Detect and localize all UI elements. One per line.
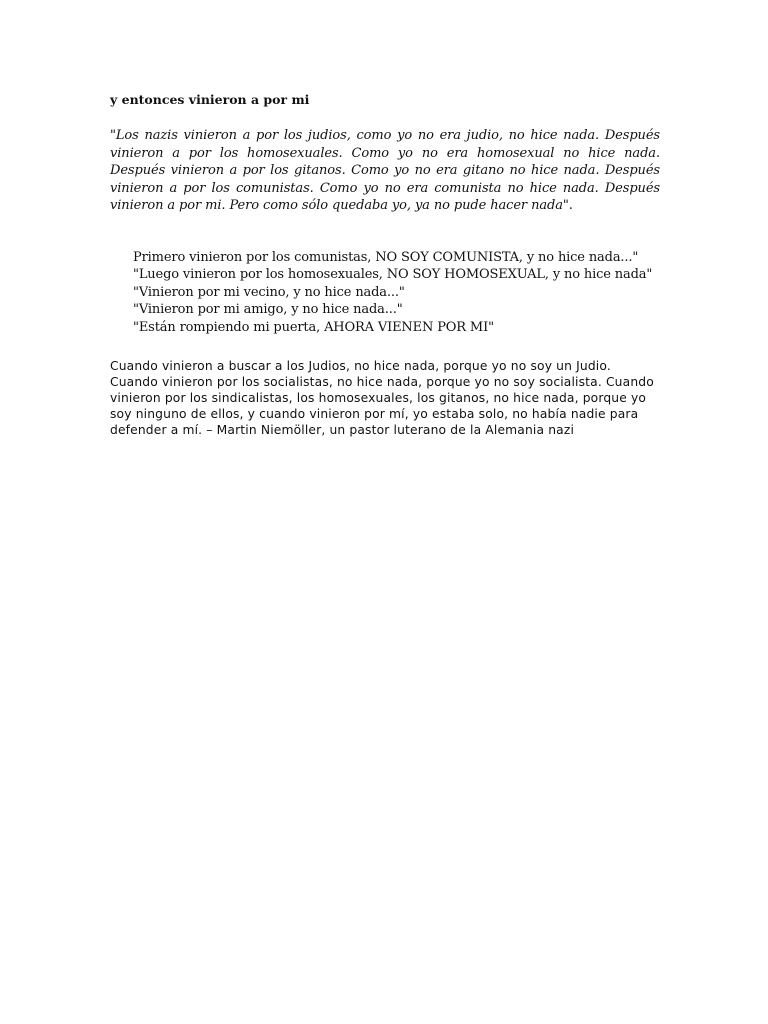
prose-paragraph: Cuando vinieron a buscar a los Judios, no hice nada, porque yo no soy un Judio. Cuando vinieron por los socialistas, no hice nada, porque yo no soy socialista. Cuando vinieron por los sindicalistas, los homosexuales, los gitanos, no hice nada, porque yo soy ninguno de ellos, y cuando vinieron por mí, yo estaba solo, no había nadie para defender a mí. – Martin Niemöller, un pastor luterano de la Alemania nazi [110, 359, 654, 438]
poem-list [133, 249, 660, 337]
poem-line: "Vinieron por mi amigo, y no hice nada..." [133, 302, 403, 318]
document-title: y entonces vinieron a por mi [110, 92, 310, 107]
document-page [110, 92, 660, 438]
quote-paragraph [110, 127, 660, 215]
poem-line: "Luego vinieron por los homosexuales, NO SOY HOMOSEXUAL, y no hice nada" [133, 267, 653, 283]
poem-line: Primero vinieron por los comunistas, NO SOY COMUNISTA, y no hice nada..." [133, 249, 639, 265]
quote-text: Los nazis vinieron a por los judios, como yo no era judio, no hice nada. Después vinieron a por los homosexuales. Como yo no era homosexual no hice nada. Después vinieron a por los gitanos. Como yo no era gitano no hice nada. Después vinieron a por los comunistas. Como yo no era comunista no hice nada. Después vinieron a por mi. Pero como sólo quedaba yo, ya no pude hacer nada [110, 128, 660, 213]
quote-open-mark: " [110, 128, 116, 143]
poem-line: "Vinieron por mi vecino, y no hice nada..." [133, 284, 405, 300]
quote-close-mark: ". [562, 198, 573, 213]
poem-line: "Están rompiendo mi puerta, AHORA VIENEN POR MI" [133, 319, 494, 335]
